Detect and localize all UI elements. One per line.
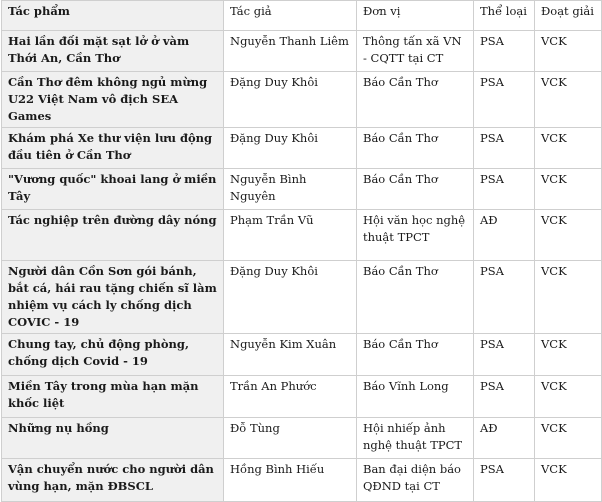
cell-genre: PSA <box>474 31 535 72</box>
cell-award: VCK <box>535 376 602 418</box>
cell-award: VCK <box>535 210 602 261</box>
cell-genre: PSA <box>474 72 535 128</box>
cell-work: Hai lần đối mặt sạt lở ở vàm Thới An, Cần Thơ <box>2 31 224 72</box>
cell-work: "Vương quốc" khoai lang ở miền Tây <box>2 169 224 210</box>
cell-work: Người dân Cồn Sơn gói bánh, bắt cá, hái rau tặng chiến sĩ làm nhiệm vụ cách ly chống dịch COVIC - 19 <box>2 261 224 334</box>
cell-unit: Hội nhiếp ảnh nghệ thuật TPCT <box>357 418 474 459</box>
cell-unit: Ban đại diện báo QĐND tại CT <box>357 459 474 502</box>
header-cell-award: Đoạt giải <box>535 1 602 31</box>
cell-unit: Thông tấn xã VN - CQTT tại CT <box>357 31 474 72</box>
table-row <box>2 334 602 376</box>
cell-award: VCK <box>535 169 602 210</box>
cell-genre: AĐ <box>474 210 535 261</box>
cell-unit: Báo Cần Thơ <box>357 261 474 334</box>
cell-author: Đặng Duy Khôi <box>224 261 357 334</box>
table-row <box>2 72 602 128</box>
cell-author: Đặng Duy Khôi <box>224 128 357 169</box>
cell-award: VCK <box>535 459 602 502</box>
cell-award: VCK <box>535 418 602 459</box>
cell-author: Hồng Bình Hiếu <box>224 459 357 502</box>
cell-unit: Báo Cần Thơ <box>357 72 474 128</box>
cell-unit: Báo Vĩnh Long <box>357 376 474 418</box>
table-row <box>2 31 602 72</box>
cell-award: VCK <box>535 128 602 169</box>
cell-author: Nguyễn Thanh Liêm <box>224 31 357 72</box>
header-cell-unit: Đơn vị <box>357 1 474 31</box>
cell-author: Trần An Phước <box>224 376 357 418</box>
cell-unit: Báo Cần Thơ <box>357 128 474 169</box>
cell-work: Vận chuyển nước cho người dân vùng hạn, mặn ĐBSCL <box>2 459 224 502</box>
cell-author: Nguyễn Bình Nguyên <box>224 169 357 210</box>
cell-genre: AĐ <box>474 418 535 459</box>
header-cell-genre: Thể loại <box>474 1 535 31</box>
cell-genre: PSA <box>474 334 535 376</box>
cell-genre: PSA <box>474 128 535 169</box>
cell-award: VCK <box>535 72 602 128</box>
cell-unit: Hội văn học nghệ thuật TPCT <box>357 210 474 261</box>
table-row <box>2 210 602 261</box>
cell-genre: PSA <box>474 376 535 418</box>
cell-genre: PSA <box>474 261 535 334</box>
cell-author: Đỗ Tùng <box>224 418 357 459</box>
table-header-row <box>2 1 602 31</box>
table-row <box>2 459 602 502</box>
table-row <box>2 169 602 210</box>
table-row <box>2 261 602 334</box>
cell-award: VCK <box>535 334 602 376</box>
cell-author: Đặng Duy Khôi <box>224 72 357 128</box>
cell-award: VCK <box>535 261 602 334</box>
cell-work: Chung tay, chủ động phòng, chống dịch Covid - 19 <box>2 334 224 376</box>
cell-unit: Báo Cần Thơ <box>357 169 474 210</box>
cell-work: Cần Thơ đêm không ngủ mừng U22 Việt Nam vô địch SEA Games <box>2 72 224 128</box>
header-cell-author: Tác giả <box>224 1 357 31</box>
cell-work: Khám phá Xe thư viện lưu động đầu tiên ở Cần Thơ <box>2 128 224 169</box>
header-cell-work: Tác phẩm <box>2 1 224 31</box>
cell-genre: PSA <box>474 459 535 502</box>
table-row <box>2 376 602 418</box>
cell-work: Miền Tây trong mùa hạn mặn khốc liệt <box>2 376 224 418</box>
awards-table <box>1 0 602 502</box>
table-row <box>2 128 602 169</box>
cell-unit: Báo Cần Thơ <box>357 334 474 376</box>
cell-work: Những nụ hồng <box>2 418 224 459</box>
cell-work: Tác nghiệp trên đường dây nóng <box>2 210 224 261</box>
cell-genre: PSA <box>474 169 535 210</box>
cell-award: VCK <box>535 31 602 72</box>
cell-author: Nguyễn Kim Xuân <box>224 334 357 376</box>
table-row <box>2 418 602 459</box>
cell-author: Phạm Trần Vũ <box>224 210 357 261</box>
